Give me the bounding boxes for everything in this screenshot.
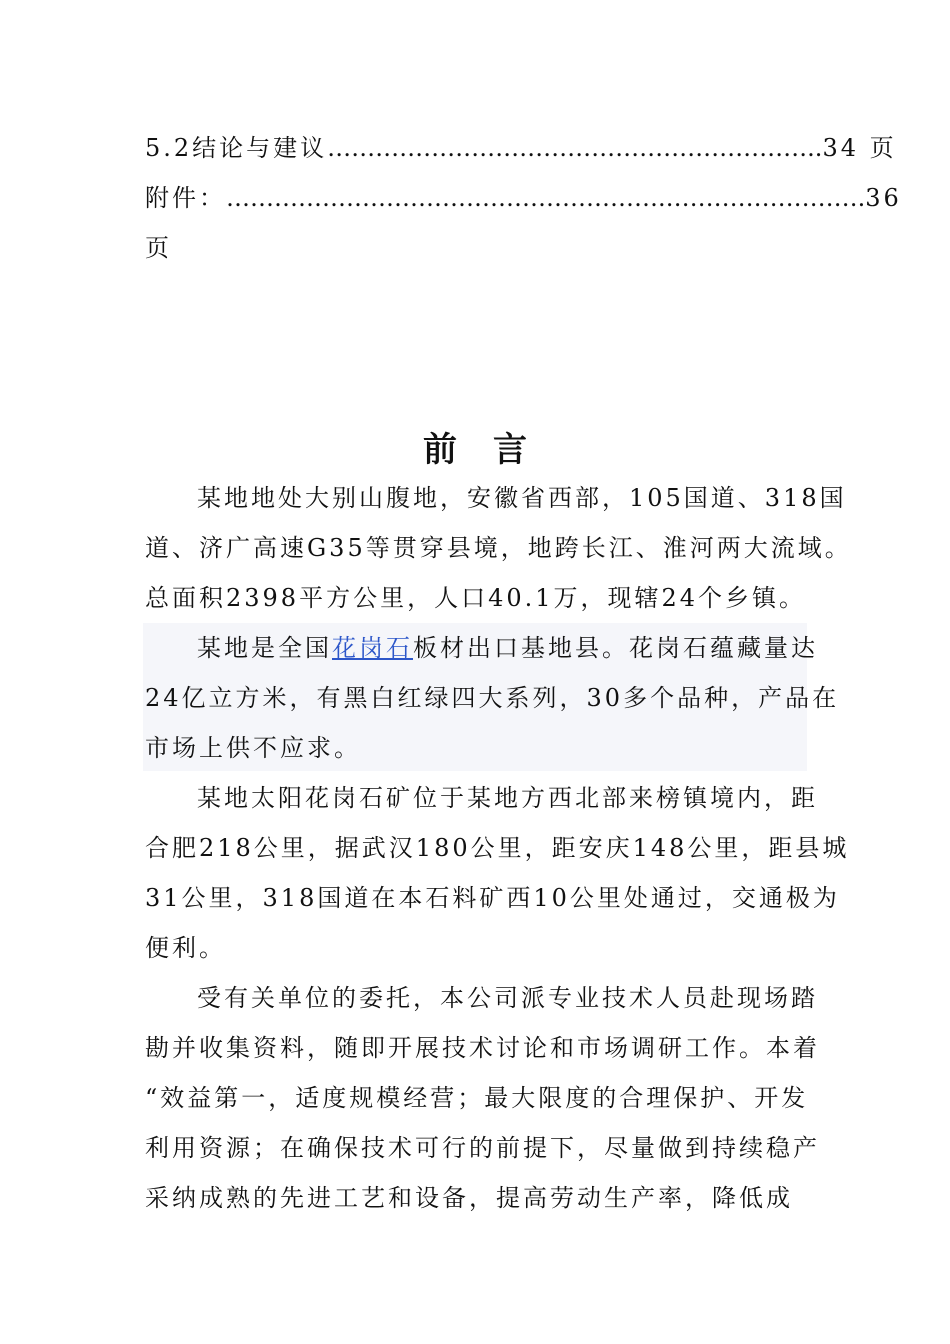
toc-item-conclusions[interactable] <box>145 123 897 173</box>
paragraph-line: 便利。 <box>145 934 226 962</box>
preface-title: 前言 <box>423 430 563 470</box>
paragraph-line: 采纳成熟的先进工艺和设备，提高劳动生产率，降低成 <box>145 1184 793 1212</box>
paragraph-line: 市场上供不应求。 <box>145 734 361 762</box>
paragraph-line: 道、济广高速G35等贯穿县境，地跨长江、淮河两大流域。 <box>145 534 852 562</box>
toc-item-appendix[interactable] <box>145 173 902 223</box>
paragraph-line: 合肥218公里，据武汉180公里，距安庆148公里，距县城 <box>145 834 850 862</box>
paragraph-line <box>145 623 859 673</box>
toc-wrap-tail: 页 <box>145 234 172 262</box>
toc-leader-dots: …………………………………………………….. <box>327 134 823 162</box>
paragraph-line: 总面积2398平方公里，人口40.1万，现辖24个乡镇。 <box>145 584 807 612</box>
toc-page-number: 34 页 <box>822 134 897 162</box>
toc-leader-dots: ……………………………………………….……………………. <box>226 184 866 212</box>
paragraph-line: 31公里，318国道在本石料矿西10公里处通过，交通极为 <box>145 884 840 912</box>
paragraph-line: 24亿立方米，有黑白红绿四大系列，30多个品种，产品在 <box>145 684 840 712</box>
paragraph-line: 某地太阳花岗石矿位于某地方西北部来榜镇境内，距 <box>197 784 818 812</box>
toc-item-label: 5.2结论与建议 <box>145 134 328 162</box>
toc-page-number: 36 <box>865 184 902 212</box>
text-segment: 板材出口基地县。花岗石蕴藏量达 <box>413 634 818 662</box>
paragraph-line: 某地地处大别山腹地，安徽省西部，105国道、318国 <box>197 484 847 512</box>
paragraph-line: 勘并收集资料，随即开展技术讨论和市场调研工作。本着 <box>145 1034 820 1062</box>
paragraph-line: “效益第一，适度规模经营；最大限度的合理保护、开发 <box>145 1084 809 1112</box>
granite-link[interactable]: 花岗石 <box>332 634 413 662</box>
toc-item-label: 附件： <box>145 184 226 212</box>
paragraph-line: 受有关单位的委托，本公司派专业技术人员赴现场踏 <box>197 984 818 1012</box>
text-segment: 某地是全国 <box>197 634 332 662</box>
paragraph-line: 利用资源；在确保技术可行的前提下，尽量做到持续稳产 <box>145 1134 820 1162</box>
